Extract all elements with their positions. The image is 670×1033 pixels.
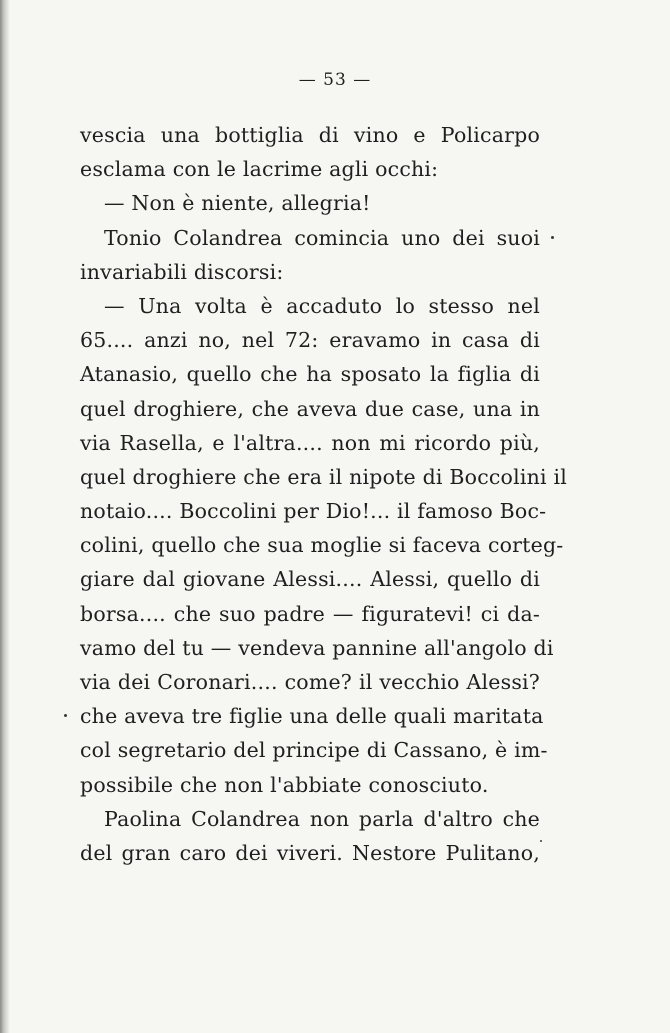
text-line: che aveva tre figlie una delle quali maritata — [80, 704, 544, 729]
text-line: col segretario del principe di Cassano, è im- — [80, 738, 548, 763]
text-line: Tonio Colandrea comincia uno dei suoi — [104, 225, 540, 250]
ink-speck — [540, 840, 542, 842]
text-line: via Rasella, e l'altra.... non mi ricordo più, — [80, 430, 540, 455]
text-line: esclama con le lacrime agli occhi: — [80, 157, 439, 182]
text-line: giare dal giovane Alessi.... Alessi, quello di — [80, 567, 540, 592]
text-line: quel droghiere, che aveva due case, una in — [80, 396, 540, 421]
text-line: invariabili discorsi: — [80, 259, 284, 284]
text-line: borsa.... che suo padre — figuratevi! ci da- — [80, 601, 540, 626]
text-line: — Una volta è accaduto lo stesso nel — [104, 293, 540, 318]
text-line: vamo del tu — vendeva pannine all'angolo di — [80, 635, 554, 660]
ink-speck — [64, 714, 67, 717]
ink-speck — [551, 236, 554, 239]
text-line: vescia una bottiglia di vino e Policarpo — [80, 123, 540, 147]
text-line: Atanasio, quello che ha sposato la figlia di — [80, 362, 540, 387]
text-line: del gran caro dei viveri. Nestore Pulitano, — [80, 840, 540, 865]
text-line: — Non è niente, allegria! — [104, 191, 371, 216]
text-line: Paolina Colandrea non parla d'altro che — [104, 806, 540, 831]
page-number: — 53 — — [298, 70, 372, 90]
text-line: 65.... anzi no, nel 72: eravamo in casa di — [80, 328, 540, 353]
text-line: quel droghiere che era il nipote di Boccolini il — [80, 464, 568, 489]
text-line: via dei Coronari.... come? il vecchio Alessi? — [80, 670, 540, 694]
text-line: notaio.... Boccolini per Dio!... il famoso Boc- — [80, 499, 547, 524]
text-line: possibile che non l'abbiate conosciuto. — [80, 772, 489, 797]
page-edge-shadow — [0, 0, 10, 1033]
body-text — [80, 118, 568, 870]
text-line: colini, quello che sua moglie si faceva corteg- — [80, 533, 564, 558]
